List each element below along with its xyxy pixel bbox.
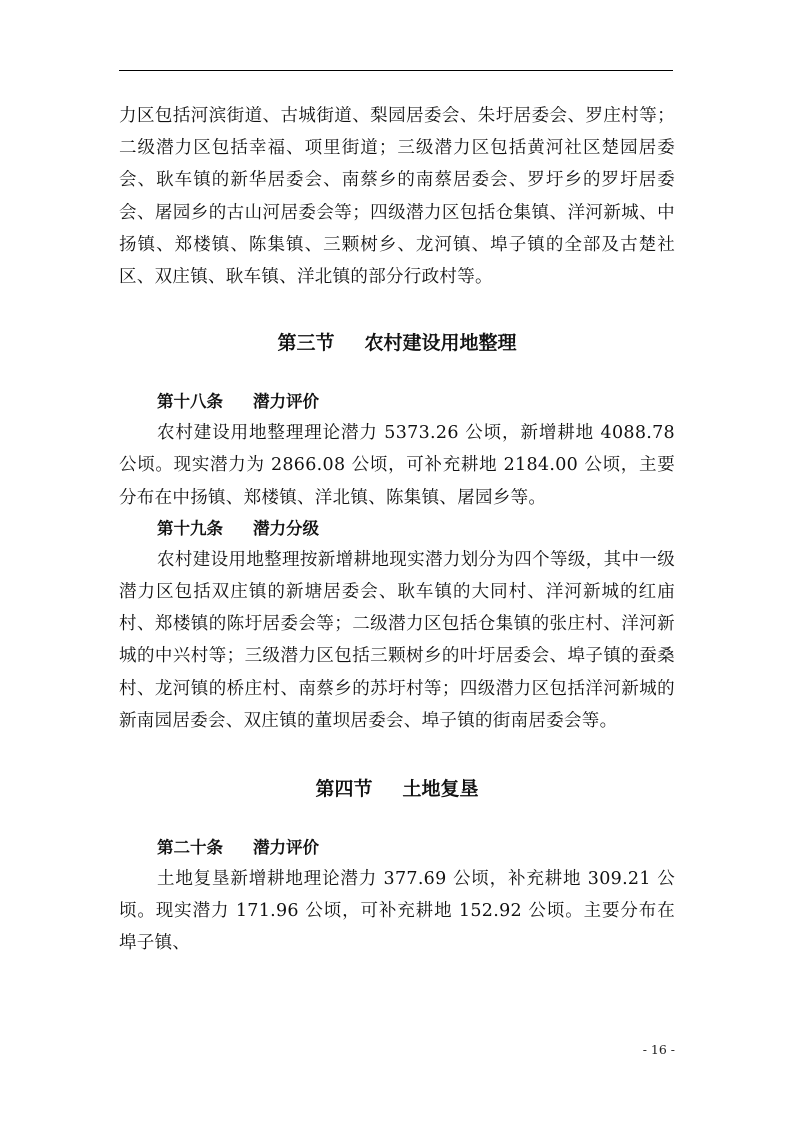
article-heading-18 <box>119 387 675 417</box>
section-number: 第四节 <box>315 778 373 801</box>
section-title: 农村建设用地整理 <box>364 332 517 355</box>
page-number: - 16 - <box>642 1042 675 1057</box>
article-number: 第十九条 <box>157 518 223 538</box>
article-heading-20 <box>119 833 675 863</box>
article-number: 第二十条 <box>157 838 223 858</box>
paragraph-continuation: 力区包括河滨街道、古城街道、梨园居委会、朱圩居委会、罗庄村等；二级潜力区包括幸福、项里街道；三级潜力区包括黄河社区楚园居委会、耿车镇的新华居委会、南蔡乡的南蔡居委会、罗圩乡的罗圩居委会、屠园乡的古山河居委会等；四级潜力区包括仓集镇、洋河新城、中扬镇、郑楼镇、陈集镇、三颗树乡、龙河镇、埠子镇的全部及古楚社区、双庄镇、耿车镇、洋北镇的部分行政村等。 <box>119 106 675 288</box>
article-title: 潜力评价 <box>253 392 319 412</box>
article-title: 潜力分级 <box>253 518 319 538</box>
header-rule <box>119 70 673 71</box>
article-20-body: 土地复垦新增耕地理论潜力 377.69 公顷，补充耕地 309.21 公顷。现实潜力 171.96 公顷，可补充耕地 152.92 公顷。主要分布在埠子镇、 <box>119 869 675 954</box>
article-title: 潜力评价 <box>253 838 319 858</box>
article-19-body: 农村建设用地整理按新增耕地现实潜力划分为四个等级，其中一级潜力区包括双庄镇的新塘居委会、耿车镇的大同村、洋河新城的红庙村、郑楼镇的陈圩居委会等；二级潜力区包括仓集镇的张庄村、洋河新城的中兴村等；三级潜力区包括三颗树乡的叶圩居委会、埠子镇的蚕桑村、龙河镇的桥庄村、南蔡乡的苏圩村等；四级潜力区包括洋河新城的新南园居委会、双庄镇的董坝居委会、埠子镇的街南居委会等。 <box>119 549 675 731</box>
section-heading-4 <box>119 775 675 803</box>
document-body <box>119 100 675 960</box>
article-number: 第十八条 <box>157 392 223 412</box>
section-title: 土地复垦 <box>402 778 479 801</box>
article-18-body: 农村建设用地整理理论潜力 5373.26 公顷，新增耕地 4088.78 公顷。现实潜力为 2866.08 公顷，可补充耕地 2184.00 公顷，主要分布在中扬镇、郑楼镇、洋北镇、陈集镇、屠园乡等。 <box>119 423 675 508</box>
section-heading-3 <box>119 329 675 357</box>
section-number: 第三节 <box>277 332 335 355</box>
article-heading-19 <box>119 514 675 544</box>
